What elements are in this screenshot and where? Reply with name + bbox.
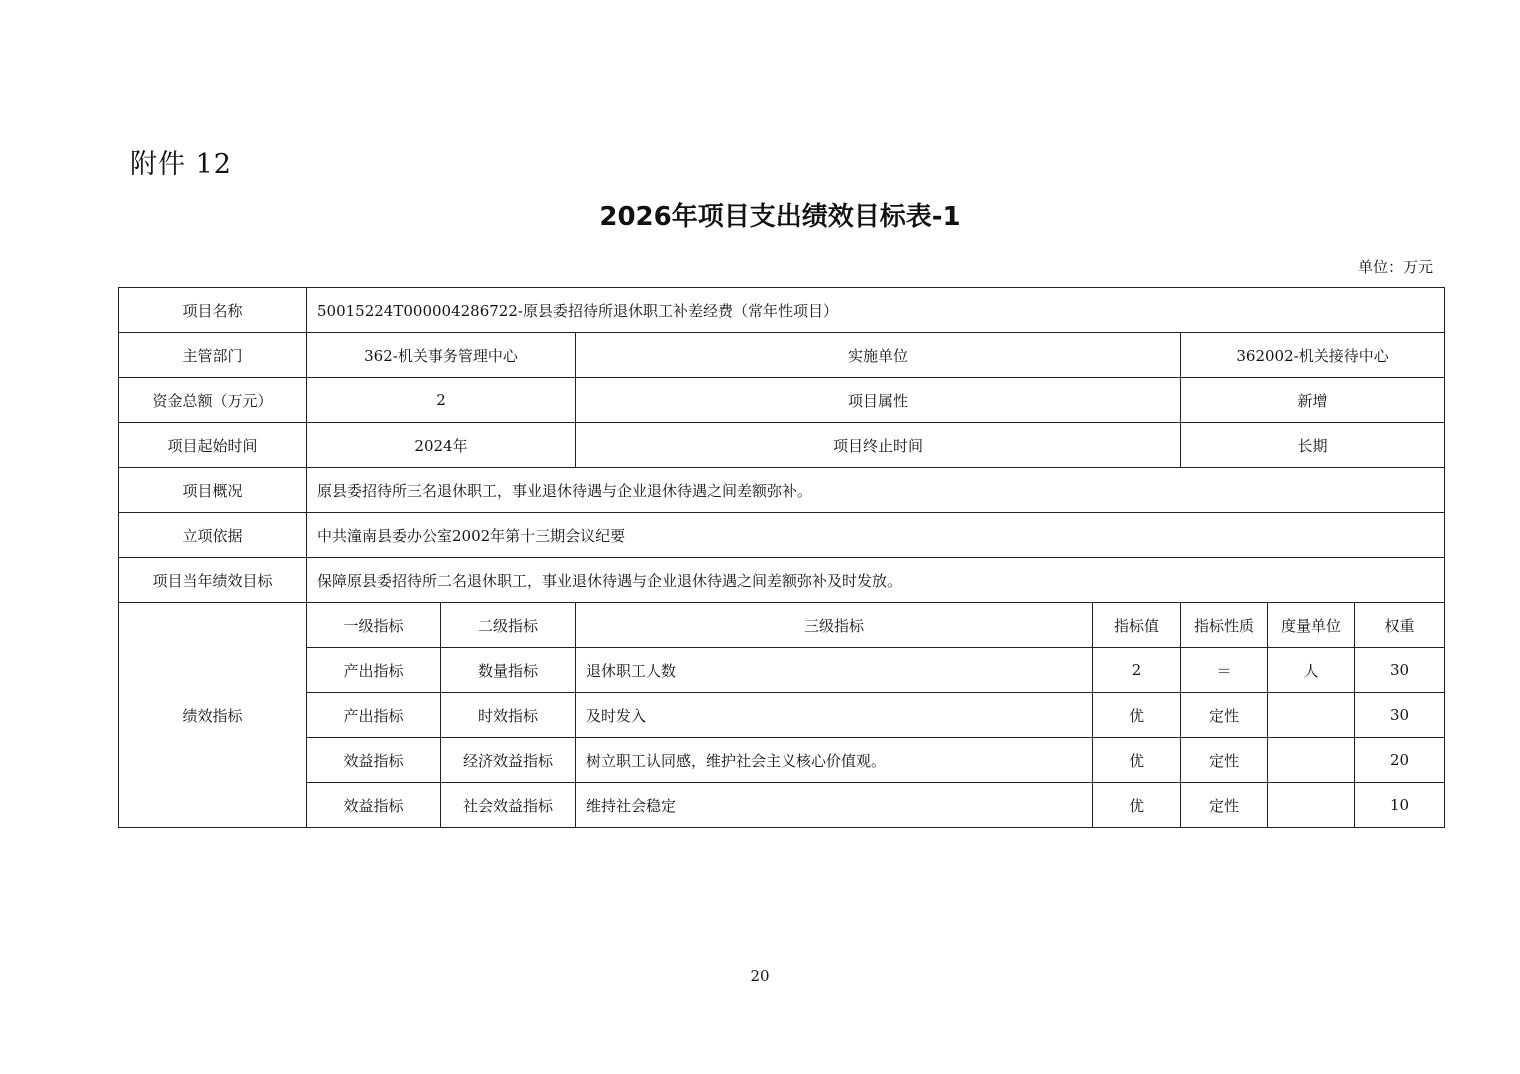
indicator-nature: 定性 — [1181, 738, 1268, 783]
indicator-unit — [1268, 738, 1355, 783]
indicator-level2: 经济效益指标 — [441, 738, 576, 783]
indicator-level1: 效益指标 — [307, 783, 441, 828]
header-level2: 二级指标 — [441, 603, 576, 648]
attachment-label — [130, 142, 232, 181]
fund-total-value: 2 — [307, 378, 576, 423]
start-time-label: 项目起始时间 — [119, 423, 307, 468]
indicator-row — [119, 738, 1445, 783]
end-time-value: 长期 — [1181, 423, 1445, 468]
annual-goal-row — [119, 558, 1445, 603]
indicator-value: 2 — [1093, 648, 1181, 693]
header-level3: 三级指标 — [576, 603, 1093, 648]
indicator-level3: 退休职工人数 — [576, 648, 1093, 693]
attachment-number: 12 — [195, 149, 232, 180]
implementing-unit-value: 362002-机关接待中心 — [1181, 333, 1445, 378]
end-time-label: 项目终止时间 — [576, 423, 1181, 468]
indicator-weight: 20 — [1355, 738, 1445, 783]
project-name-label: 项目名称 — [119, 288, 307, 333]
indicator-header-row — [119, 603, 1445, 648]
overview-value: 原县委招待所三名退休职工，事业退休待遇与企业退休待遇之间差额弥补。 — [307, 468, 1445, 513]
indicator-level1: 效益指标 — [307, 738, 441, 783]
project-attribute-label: 项目属性 — [576, 378, 1181, 423]
indicator-value: 优 — [1093, 783, 1181, 828]
indicator-level1: 产出指标 — [307, 648, 441, 693]
indicator-weight: 10 — [1355, 783, 1445, 828]
indicator-unit — [1268, 693, 1355, 738]
indicator-level3: 及时发入 — [576, 693, 1093, 738]
fund-row — [119, 378, 1445, 423]
page-number: 20 — [750, 967, 770, 985]
indicator-weight: 30 — [1355, 648, 1445, 693]
document-title: 2026年项目支出绩效目标表-1 — [599, 202, 961, 232]
basis-value: 中共潼南县委办公室2002年第十三期会议纪要 — [307, 513, 1445, 558]
header-value: 指标值 — [1093, 603, 1181, 648]
indicator-level2: 时效指标 — [441, 693, 576, 738]
indicator-nature: 定性 — [1181, 783, 1268, 828]
fund-total-label: 资金总额（万元） — [119, 378, 307, 423]
indicator-level3: 树立职工认同感，维护社会主义核心价值观。 — [576, 738, 1093, 783]
indicator-section-label: 绩效指标 — [119, 603, 307, 828]
overview-label: 项目概况 — [119, 468, 307, 513]
annual-goal-label: 项目当年绩效目标 — [119, 558, 307, 603]
header-nature: 指标性质 — [1181, 603, 1268, 648]
indicator-level3: 维持社会稳定 — [576, 783, 1093, 828]
department-row — [119, 333, 1445, 378]
indicator-level2: 社会效益指标 — [441, 783, 576, 828]
unit-label: 单位：万元 — [1357, 258, 1433, 276]
overview-row — [119, 468, 1445, 513]
indicator-level1: 产出指标 — [307, 693, 441, 738]
project-name-row — [119, 288, 1445, 333]
indicator-row — [119, 693, 1445, 738]
basis-row — [119, 513, 1445, 558]
performance-target-table — [118, 287, 1445, 828]
project-attribute-value: 新增 — [1181, 378, 1445, 423]
indicator-unit — [1268, 783, 1355, 828]
header-weight: 权重 — [1355, 603, 1445, 648]
department-label: 主管部门 — [119, 333, 307, 378]
indicator-nature: ＝ — [1181, 648, 1268, 693]
indicator-nature: 定性 — [1181, 693, 1268, 738]
start-time-value: 2024年 — [307, 423, 576, 468]
indicator-row — [119, 648, 1445, 693]
attachment-text: 附件 — [130, 149, 186, 180]
implementing-unit-label: 实施单位 — [576, 333, 1181, 378]
indicator-value: 优 — [1093, 693, 1181, 738]
header-level1: 一级指标 — [307, 603, 441, 648]
indicator-unit: 人 — [1268, 648, 1355, 693]
period-row — [119, 423, 1445, 468]
header-unit: 度量单位 — [1268, 603, 1355, 648]
indicator-row — [119, 783, 1445, 828]
indicator-value: 优 — [1093, 738, 1181, 783]
department-value: 362-机关事务管理中心 — [307, 333, 576, 378]
basis-label: 立项依据 — [119, 513, 307, 558]
indicator-weight: 30 — [1355, 693, 1445, 738]
indicator-level2: 数量指标 — [441, 648, 576, 693]
project-name-value: 50015224T000004286722-原县委招待所退休职工补差经费（常年性项目） — [307, 288, 1445, 333]
annual-goal-value: 保障原县委招待所二名退休职工，事业退休待遇与企业退休待遇之间差额弥补及时发放。 — [307, 558, 1445, 603]
